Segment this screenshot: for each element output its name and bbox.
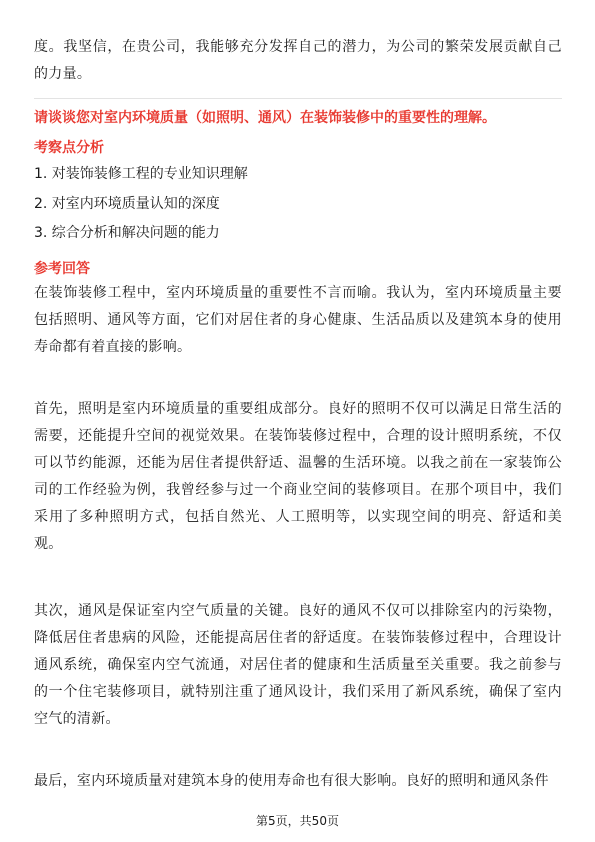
answer-paragraph-4: 最后，室内环境质量对建筑本身的使用寿命也有很大影响。良好的照明和通风条件	[34, 773, 549, 789]
answer-paragraph-2: 首先，照明是室内环境质量的重要组成部分。良好的照明不仅可以满足日常生活的需要，还能提升空间的视觉效果。在装饰装修过程中，合理的设计照明系统，不仅可以节约能源，还能为居住者提供舒适、温馨的生活环境。以我之前在一家装饰公司的工作经验为例，我曾经参与过一个商业空间的装修项目。在那个项目中，我们采用了多种照明方式，包括自然光、人工照明等，以实现空间的明亮、舒适和美观。	[34, 401, 562, 552]
question-heading: 请谈谈您对室内环境质量（如照明、通风）在装饰装修中的重要性的理解。	[34, 110, 496, 126]
analysis-item-1: 1. 对装饰装修工程的专业知识理解	[34, 166, 248, 182]
answer-paragraph-3: 其次，通风是保证室内空气质量的关键。良好的通风不仅可以排除室内的污染物，降低居住者患病的风险，还能提高居住者的舒适度。在装饰装修过程中，合理设计通风系统，确保室内空气流通，对居住者的健康和生活质量至关重要。我之前参与的一个住宅装修项目，就特别注重了通风设计，我们采用了新风系统，确保了室内空气的清新。	[34, 603, 562, 727]
intro-paragraph: 度。我坚信，在贵公司，我能够充分发挥自己的潜力，为公司的繁荣发展贡献自己的力量。	[34, 39, 562, 82]
analysis-item-3: 3. 综合分析和解决问题的能力	[34, 225, 220, 241]
analysis-item-2: 2. 对室内环境质量认知的深度	[34, 196, 220, 212]
section-divider	[34, 98, 562, 99]
page-number-footer: 第5页，共50页	[256, 814, 339, 828]
answer-paragraph-1: 在装饰装修工程中，室内环境质量的重要性不言而喻。我认为，室内环境质量主要包括照明、通风等方面，它们对居住者的身心健康、生活品质以及建筑本身的使用寿命都有着直接的影响。	[34, 285, 562, 355]
analysis-label: 考察点分析	[34, 140, 104, 156]
answer-label: 参考回答	[34, 261, 90, 277]
